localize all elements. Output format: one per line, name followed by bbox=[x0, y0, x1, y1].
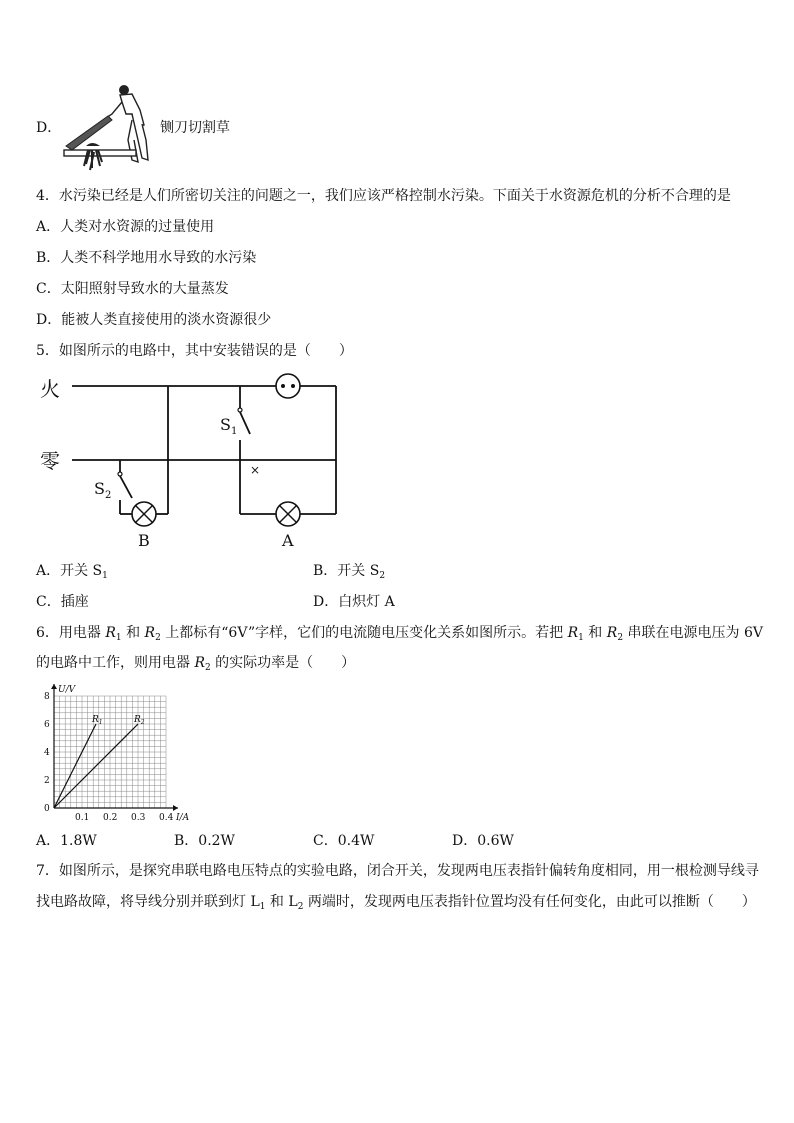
x-tick-label: 0.3 bbox=[131, 813, 146, 823]
option-label: D． bbox=[36, 120, 62, 136]
q4-option-d: D．能被人类直接使用的淡水资源很少 bbox=[36, 312, 272, 328]
x-tick-label: 0.2 bbox=[103, 813, 118, 823]
q6-option-a: A．1.8W bbox=[36, 833, 97, 849]
q5-option-b: B．开关 $S_2$ bbox=[313, 563, 386, 581]
series-line-r2 bbox=[54, 724, 138, 808]
q4-option-a: A．人类对水资源的过量使用 bbox=[36, 219, 215, 235]
q5-stem: 5．如图所示的电路中，其中安装错误的是（ ） bbox=[36, 343, 353, 359]
y-tick-label: 8 bbox=[44, 692, 50, 702]
q5-option-c: C．插座 bbox=[36, 594, 89, 610]
x-axis-arrow bbox=[173, 805, 178, 811]
q3-option-d-caption: 铡刀切割草 bbox=[160, 120, 230, 136]
x-axis-label: I/A bbox=[176, 813, 190, 823]
x-tick-label: 0.1 bbox=[75, 813, 90, 823]
y-tick-label: 4 bbox=[44, 748, 50, 758]
y-axis-label: U/V bbox=[58, 685, 76, 695]
q6-stem-line1: 6．用电器 $R_1$ 和 $R_2$ 上都标有“6V”字样，它们的电流随电压变化关系如图所示。若把 $R_1$ 和 $R_2$ 串联在电源电压为 6V bbox=[36, 625, 763, 643]
hay-cutter-illustration bbox=[62, 80, 158, 172]
q3-option-d bbox=[36, 118, 61, 138]
lamp-b-label: B bbox=[138, 531, 150, 550]
series-label-r1: $R_1$ bbox=[92, 715, 103, 726]
q6-stem-line2: 的电路中工作，则用电器 $R_2$ 的实际功率是（ ） bbox=[36, 655, 356, 673]
y-tick-label: 6 bbox=[44, 720, 50, 730]
q6-ui-chart bbox=[36, 678, 190, 824]
q6-option-b: B．0.2W bbox=[174, 833, 235, 849]
x-tick-label: 0.4 bbox=[159, 813, 174, 823]
switch-s1-icon bbox=[240, 412, 250, 434]
q5-circuit-diagram bbox=[36, 370, 346, 550]
neutral-wire-label: 零 bbox=[40, 449, 60, 473]
q6-option-d: D．0.6W bbox=[452, 833, 514, 849]
y-tick-label: 2 bbox=[44, 776, 50, 786]
y-tick-label: 0 bbox=[44, 804, 50, 814]
q4-option-c: C．太阳照射导致水的大量蒸发 bbox=[36, 281, 229, 297]
q6-option-c: C．0.4W bbox=[313, 833, 375, 849]
series-label-r2: $R_2$ bbox=[134, 715, 145, 726]
crossing-mark: × bbox=[250, 463, 261, 477]
socket-icon bbox=[276, 374, 300, 398]
y-axis-arrow bbox=[51, 684, 57, 689]
s1-label: $S_1$ bbox=[220, 415, 238, 437]
q5-option-a: A．开关 $S_1$ bbox=[36, 563, 108, 581]
q7-stem: 7．如图所示，是探究串联电路电压特点的实验电路，闭合开关，发现两电压表指针偏转角度相同，用一根检测导线寻找电路故障，将导线分别并联到灯 $L_1$ 和 $L_2$ 两端时，发现两电压表指针位置均没有任何变化，由此可以推断（ ） bbox=[36, 863, 759, 912]
q4-option-b: B．人类不科学地用水导致的水污染 bbox=[36, 250, 257, 266]
lamp-a-label: A bbox=[282, 531, 294, 550]
series-line-r1 bbox=[54, 724, 96, 808]
q5-option-d: D．白炽灯 A bbox=[313, 594, 395, 610]
s2-label: $S_2$ bbox=[94, 479, 112, 501]
q4-stem: 4．水污染已经是人们所密切关注的问题之一，我们应该严格控制水污染。下面关于水资源危机的分析不合理的是 bbox=[36, 188, 731, 204]
switch-s2-icon bbox=[120, 476, 132, 498]
live-wire-label: 火 bbox=[40, 377, 60, 401]
